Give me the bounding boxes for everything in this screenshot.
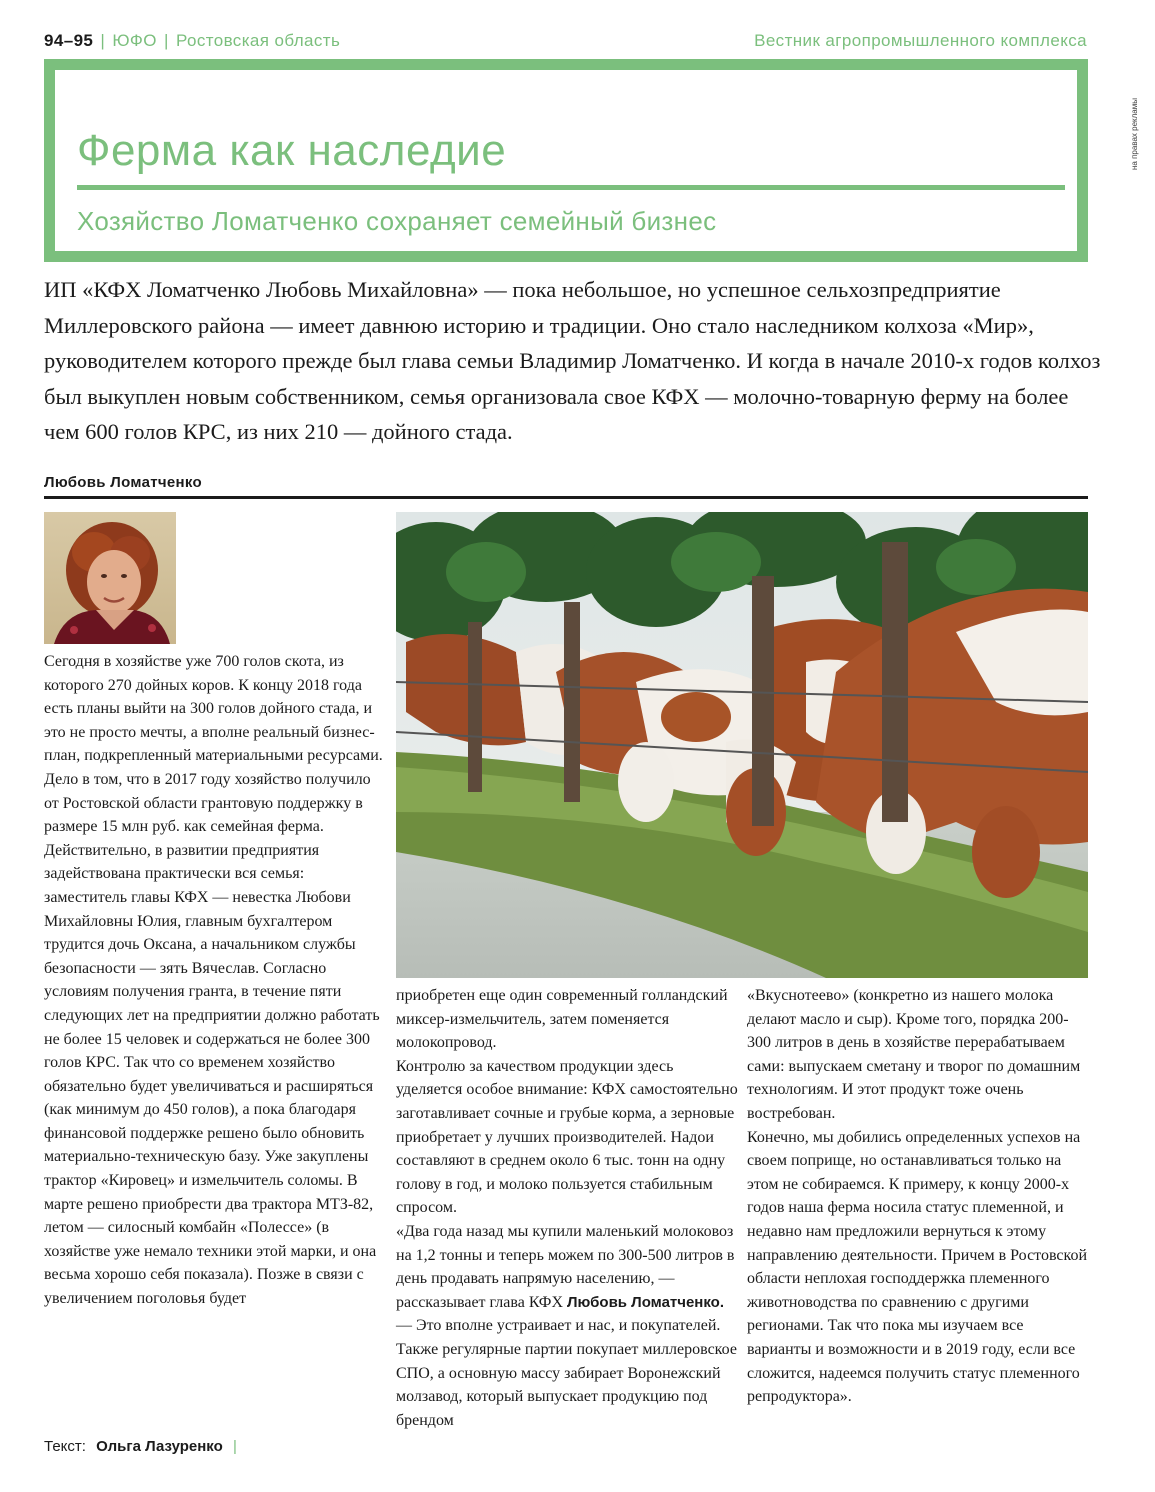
header-separator: | <box>100 31 106 50</box>
article-title: Ферма как наследие <box>77 126 507 175</box>
header-separator: | <box>164 31 169 50</box>
text-credit <box>44 1438 237 1455</box>
title-divider <box>77 185 1065 190</box>
header-area: Ростовская область <box>175 31 341 50</box>
magazine-name: Вестник агропромышленного комплекса <box>754 31 1087 50</box>
farm-photo <box>396 512 1088 978</box>
article-subtitle: Хозяйство Ломатченко сохраняет семейный бизнес <box>77 206 717 236</box>
column-1-text: Сегодня в хозяйстве уже 700 голов скота, из которого 270 дойных коров. К концу 2018 года есть планы выйти на 300 голов дойного стада, и это не просто мечты, а вполне реальный бизнес-план, подкрепленный материальными ресурсами. Дело в том, что в 2017 году хозяйство получило от Ростовской области грантовую поддержку в размере 15 млн руб. как семейная ферма. Действительно, в развитии предприятия задействована практически вся семья: заместитель главы КФХ — невестка Любови Михайловны Юлия, главным бухгалтером трудится дочь Оксана, а начальником службы безопасности — зять Вячеслав. Согласно условиям получения гранта, в течение пяти следующих лет на предприятии должно работать не более 15 человек и содержаться не более 300 голов КРС. Так что со временем хозяйство обязательно будет увеличиваться и расширяться (как минимум до 450 голов), а пока благодаря финансовой поддержке решено было обновить материально-техническую базу. Уже закуплены трактор «Кировец» и измельчитель соломы. В марте решено приобрести два трактора МТЗ-82, летом — силосный комбайн «Полессе» (в хозяйстве уже немало техники этой марки, и она весьма хорошо себя показала). Позже в связи с увеличением поголовья будет <box>44 653 383 1308</box>
column-3-paragraph-1: «Вкуснотеево» (конкретно из нашего молока делают масло и сыр). Кроме того, порядка 200-300 литров в день в хозяйстве перерабатываем сами: выпускаем сметану и творог по домашним технологиям. И этот продукт тоже очень востребован. <box>747 987 1081 1122</box>
title-box <box>44 59 1088 262</box>
header-region: ЮФО <box>112 31 157 50</box>
advertising-note-text: на правах рекламы <box>1130 97 1139 170</box>
author-portrait <box>44 512 176 644</box>
author-divider <box>44 496 1088 499</box>
author-name: Любовь Ломатченко <box>44 474 202 491</box>
column-2-paragraph-3 <box>396 1220 738 1432</box>
page-header-left <box>44 31 340 51</box>
quote-text-end: — Это вполне устраивает и нас, и покупателей. Также регулярные партии покупает миллеровское СПО, а основную массу забирает Воронежский молзавод, который выпускает продукцию под брендом <box>396 1317 737 1429</box>
page-numbers: 94–95 <box>44 31 94 50</box>
credit-separator: | <box>232 1438 237 1455</box>
article-column-3 <box>747 984 1089 1409</box>
column-2-paragraph-2: Контролю за качеством продукции здесь уделяется особое внимание: КФХ самостоятельно заготавливает сочные и грубые корма, а зерновые приобретает у лучших производителей. Надои составляют в среднем около 6 тыс. тонн на одну голову в год, и молоко пользуется стабильным спросом. <box>396 1057 738 1217</box>
article-column-2 <box>396 984 738 1432</box>
credit-label: Текст: <box>44 1438 86 1455</box>
advertising-note <box>1130 70 1142 170</box>
article-column-1 <box>44 650 386 1311</box>
credit-author: Ольга Лазуренко <box>96 1438 223 1455</box>
column-3-paragraph-2: Конечно, мы добились определенных успехов на своем поприще, но останавливаться только на этом не собираемся. К примеру, к концу 2000-х годов наша ферма носила статус племенной, и недавно нам предложили вернуться к этому направлению деятельности. Причем в Ростовской области неплохая господдержка племенного животноводства по сравнению с другими регионами. Так что пока мы изучаем все варианты и возможности и в 2019 году, если все сложится, надеемся получить статус племенного репродуктора». <box>747 1128 1088 1406</box>
article-lead: ИП «КФХ Ломатченко Любовь Михайловна» — пока небольшое, но успешное сельхозпредприятие Миллеровского района — имеет давнюю историю и традиции. Оно стало наследником колхоза «Мир», руководителем которого прежде был глава семьи Владимир Ломатченко. И когда в начале 2010-х годов колхоз был выкуплен новым собственником, семья организовала свое КФХ — молочно-товарную ферму на более чем 600 голов КРС, из них 210 — дойного стада. <box>44 277 1101 444</box>
cows-feeding-image <box>396 512 1088 978</box>
quote-text-start: «Два года назад мы купили маленький молоковоз на 1,2 тонны и теперь можем по 300-500 литров в день продавать напрямую населению, — рассказывает глава КФХ <box>396 1222 735 1311</box>
portrait-image <box>44 512 176 644</box>
quote-author: Любовь Ломатченко. <box>567 1293 725 1311</box>
column-2-paragraph-1: приобретен еще один современный голландский миксер-измельчитель, затем поменяется молокопровод. <box>396 987 728 1052</box>
